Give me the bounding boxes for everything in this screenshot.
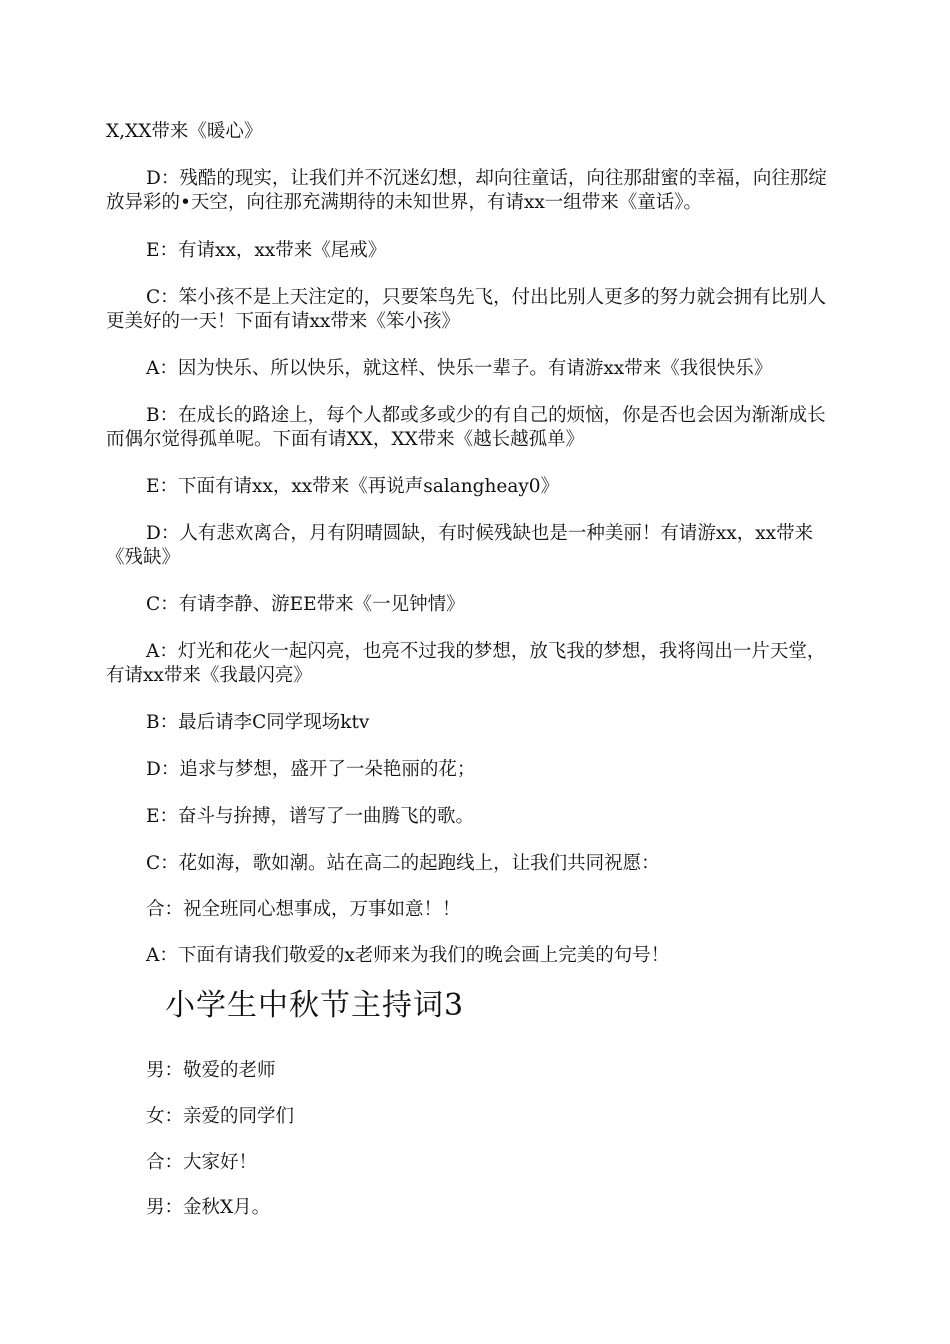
paragraph-5: A：因为快乐、所以快乐，就这样、快乐一辈子。有请游xx带来《我很快乐》	[146, 358, 773, 379]
paragraph-1: X,XX带来《暖心》	[106, 121, 263, 142]
paragraph-10: A：灯光和花火一起闪亮，也亮不过我的梦想，放飞我的梦想，我将闯出一片天堂，有请xx带来《我最闪亮》	[106, 641, 826, 686]
paragraph-11: B：最后请李C同学现场ktv	[146, 712, 370, 733]
section-heading: 小学生中秋节主持词3	[165, 988, 465, 1023]
paragraph-8: D：人有悲欢离合，月有阴晴圆缺，有时候残缺也是一种美丽！有请游xx，xx带来《残缺》	[106, 523, 814, 568]
paragraph-3: E：有请xx，xx带来《尾戒》	[146, 240, 387, 261]
paragraph-16: A：下面有请我们敬爱的x老师来为我们的晚会画上完美的句号！	[146, 945, 670, 966]
paragraph-7: E：下面有请xx，xx带来《再说声salangheay0》	[146, 476, 560, 497]
dialogue-line-4: 男：金秋X月。	[146, 1197, 271, 1218]
dialogue-line-1: 男：敬爱的老师	[146, 1060, 276, 1081]
paragraph-12: D：追求与梦想，盛开了一朵艳丽的花；	[146, 759, 476, 780]
paragraph-14: C：花如海，歌如潮。站在高二的起跑线上，让我们共同祝愿：	[146, 853, 660, 874]
paragraph-9: C：有请李静、游EE带来《一见钟情》	[146, 594, 465, 615]
paragraph-15: 合：祝全班同心想事成，万事如意！！	[146, 899, 461, 920]
paragraph-13: E：奋斗与拚搏，谱写了一曲腾飞的歌。	[146, 806, 475, 827]
dialogue-line-2: 女：亲爱的同学们	[146, 1106, 295, 1127]
paragraph-6: B：在成长的路途上，每个人都或多或少的有自己的烦恼，你是否也会因为渐渐成长而偶尔觉得孤单呢。下面有请XX，XX带来《越长越孤单》	[106, 405, 826, 450]
paragraph-2: D：残酷的现实，让我们并不沉迷幻想，却向往童话，向往那甜蜜的幸福，向往那绽放异彩的•天空，向往那充满期待的未知世界，有请xx一组带来《童话》。	[106, 168, 827, 213]
dialogue-line-3: 合：大家好！	[146, 1152, 258, 1173]
paragraph-4: C：笨小孩不是上天注定的，只要笨鸟先飞，付出比别人更多的努力就会拥有比别人更美好的一天！下面有请xx带来《笨小孩》	[106, 287, 827, 332]
